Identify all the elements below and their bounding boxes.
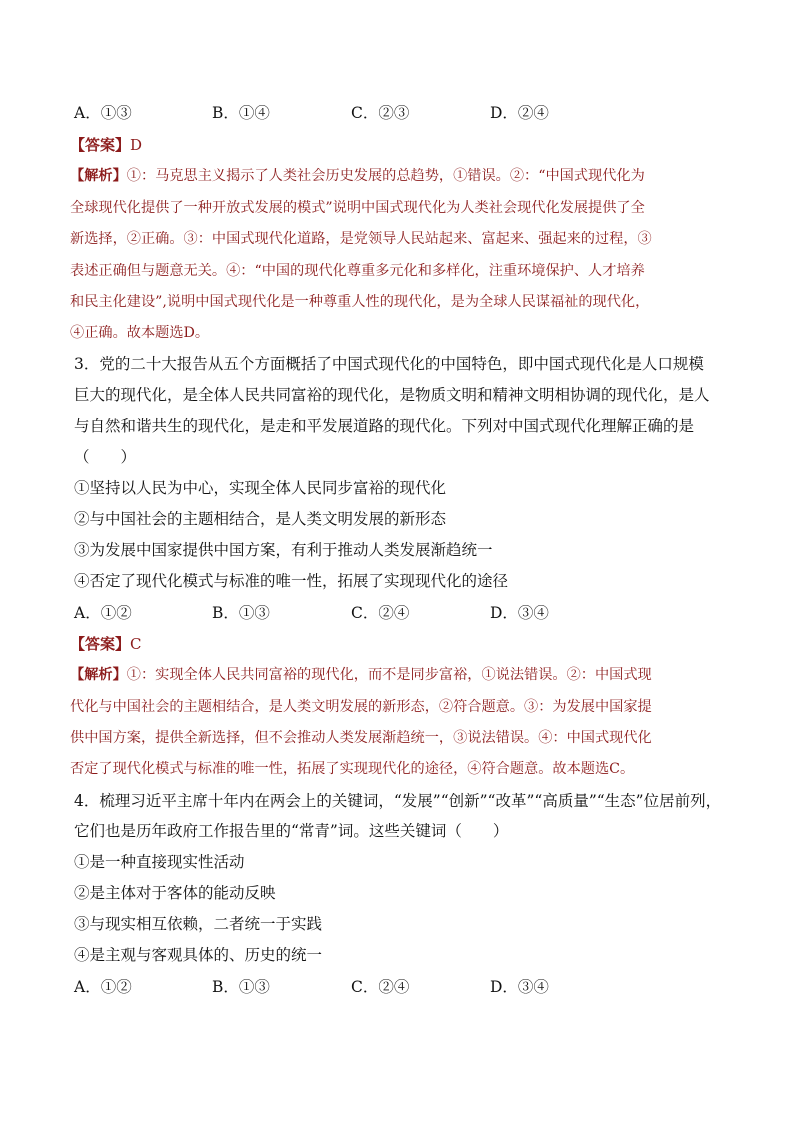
- q2-explanation-line: 表述正确但与题意无关。④：“中国的现代化尊重多元化和多样化，注重环境保护、人才培养: [70, 263, 645, 279]
- q3-option-b: B．①③: [212, 604, 270, 622]
- q2-option-b: B．①④: [212, 104, 270, 122]
- q2-options: [74, 101, 724, 125]
- q2-explanation-line: ④正确。故本题选D。: [70, 325, 210, 341]
- q3-answer: [70, 633, 142, 654]
- q3-statement: ②与中国社会的主题相结合，是人类文明发展的新形态: [74, 510, 447, 528]
- q2-explanation-line: 【解析】①：马克思主义揭示了人类社会历史发展的总趋势，①错误。②：“中国式现代化为: [70, 168, 645, 184]
- q3-statement: ①坚持以人民为中心，实现全体人民同步富裕的现代化: [74, 479, 447, 497]
- q3-stem-line: （ ）: [74, 448, 137, 466]
- q4-option-b: B．①③: [212, 978, 270, 996]
- q4-option-a: A．①②: [74, 978, 132, 996]
- q4-stem-line: 它们也是历年政府工作报告里的“常青”词。这些关键词（ ）: [74, 822, 509, 840]
- q3-statement: ④否定了现代化模式与标准的唯一性，拓展了实现现代化的途径: [74, 572, 509, 590]
- q2-explanation-label: 【解析】: [70, 168, 127, 184]
- q3-answer-value: C: [130, 635, 142, 653]
- q2-option-c: C．②③: [351, 104, 410, 122]
- q3-answer-label: 【答案】: [70, 635, 131, 653]
- q4-statement: ④是主观与客观具体的、历史的统一: [74, 946, 323, 964]
- q3-stem-line: 3．党的二十大报告从五个方面概括了中国式现代化的中国特色，即中国式现代化是人口规模: [74, 355, 704, 373]
- q3-stem-line: 与自然和谐共生的现代化，是走和平发展道路的现代化。下列对中国式现代化理解正确的是: [74, 417, 695, 435]
- q4-option-d: D．③④: [490, 978, 549, 996]
- q3-explanation-line: 供中国方案，提供全新选择，但不会推动人类发展渐趋统一，③说法错误。④：中国式现代化: [70, 730, 652, 746]
- q3-stem-line: 巨大的现代化，是全体人民共同富裕的现代化，是物质文明和精神文明相协调的现代化，是人: [74, 386, 710, 404]
- q2-option-d: D．②④: [490, 104, 549, 122]
- q2-explanation-line: 全球现代化提供了一种开放式发展的模式”说明中国式现代化为人类社会现代化发展提供了全: [70, 200, 645, 216]
- q3-explanation-line: 【解析】①：实现全体人民共同富裕的现代化，而不是同步富裕，①说法错误。②：中国式现: [70, 667, 652, 683]
- q3-option-a: A．①②: [74, 604, 132, 622]
- q2-explanation-line: 和民主化建设”,说明中国式现代化是一种尊重人性的现代化，是为全球人民谋福祉的现代化，: [70, 294, 650, 310]
- q4-options: [74, 975, 724, 999]
- q2-option-a: A．①③: [74, 104, 132, 122]
- q2-answer-value: D: [130, 136, 143, 154]
- q3-statement: ③为发展中国家提供中国方案，有利于推动人类发展渐趋统一: [74, 541, 493, 559]
- q3-explanation-line: 否定了现代化模式与标准的唯一性，拓展了实现现代化的途径，④符合题意。故本题选C。: [70, 761, 635, 777]
- q3-options: [74, 601, 724, 625]
- q3-option-d: D．③④: [490, 604, 549, 622]
- q4-option-c: C．②④: [351, 978, 410, 996]
- q3-option-c: C．②④: [351, 604, 410, 622]
- q4-statement: ③与现实相互依赖，二者统一于实践: [74, 915, 323, 933]
- q4-statement: ②是主体对于客体的能动反映: [74, 884, 276, 902]
- q4-statement: ①是一种直接现实性活动: [74, 853, 245, 871]
- q2-answer: [70, 134, 142, 155]
- q3-explanation-label: 【解析】: [70, 667, 127, 683]
- q2-explanation-line: 新选择，②正确。③：中国式现代化道路，是党领导人民站起来、富起来、强起来的过程，③: [70, 231, 652, 247]
- q3-explanation-line: 代化与中国社会的主题相结合，是人类文明发展的新形态，②符合题意。③：为发展中国家提: [70, 699, 652, 715]
- q2-answer-label: 【答案】: [70, 136, 131, 154]
- q4-stem-line: 4．梳理习近平主席十年内在两会上的关键词，“发展”“创新”“改革”“高质量”“生态”位居前列，: [74, 792, 722, 810]
